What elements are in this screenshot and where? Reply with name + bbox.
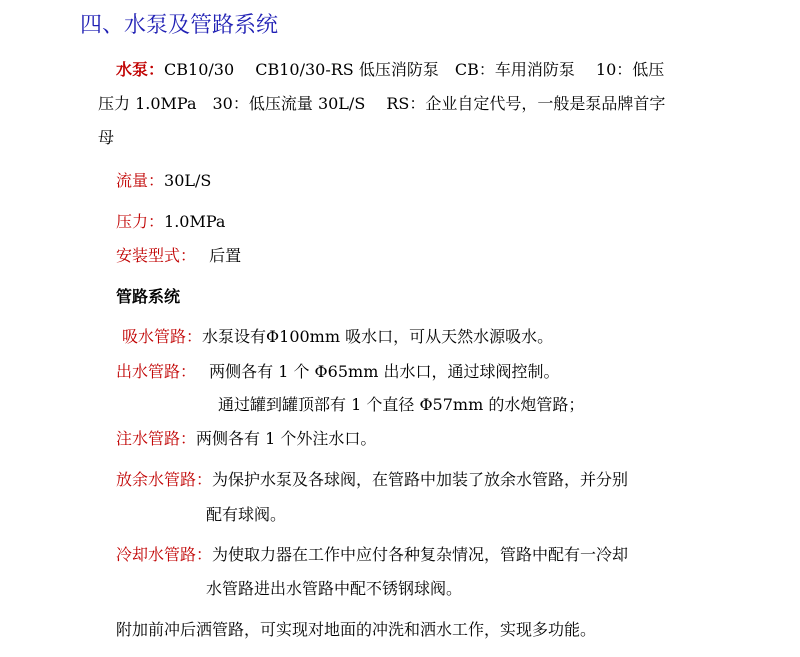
- pipe-heading: 管路系统: [116, 287, 181, 306]
- mount-line: [116, 246, 241, 266]
- cooling-line-1: [116, 545, 628, 565]
- mount-label: 安装型式：: [116, 246, 197, 265]
- outlet-text-1: 两侧各有 1 个 Φ65mm 出水口，通过球阀控制。: [209, 362, 560, 381]
- inject-label: 注水管路：: [116, 429, 197, 448]
- cooling-text-2: 水管路进出水管路中配不锈钢球阀。: [206, 579, 463, 598]
- outlet-label: 出水管路：: [116, 362, 197, 381]
- pump-text-3: 母: [98, 128, 115, 147]
- suction-line: [122, 327, 553, 347]
- pressure-label: 压力：: [116, 212, 165, 231]
- outlet-text-2: 通过罐到罐顶部有 1 个直径 Φ57mm 的水炮管路；: [218, 395, 585, 414]
- inject-line: [116, 429, 376, 449]
- drain-text-1: 为保护水泵及各球阀，在管路中加装了放余水管路，并分别: [212, 470, 629, 489]
- drain-text-2: 配有球阀。: [206, 505, 287, 524]
- page-title: 四、水泵及管路系统: [80, 13, 279, 38]
- suction-text: 水泵设有Φ100mm 吸水口，可从天然水源吸水。: [202, 327, 554, 346]
- flow-label: 流量：: [116, 171, 165, 190]
- pump-text-2: 压力 1.0MPa 30：低压流量 30L/S RS：企业自定代号，一般是泵品牌首字: [98, 94, 666, 113]
- cooling-text-1: 为使取力器在工作中应付各种复杂情况，管路中配有一冷却: [212, 545, 629, 564]
- pump-label: 水泵：: [116, 60, 165, 79]
- suction-label: 吸水管路：: [122, 327, 203, 346]
- flow-value: 30L/S: [164, 171, 212, 190]
- inject-text: 两侧各有 1 个外注水口。: [196, 429, 377, 448]
- drain-label: 放余水管路：: [116, 470, 213, 489]
- outlet-line-1: [116, 362, 559, 382]
- pressure-value: 1.0MPa: [164, 212, 226, 231]
- pressure-line: [116, 212, 225, 232]
- extra-line: 附加前冲后洒管路，可实现对地面的冲洗和洒水工作，实现多功能。: [116, 620, 597, 639]
- pump-text-1: CB10/30 CB10/30-RS 低压消防泵 CB：车用消防泵 10：低压: [164, 60, 665, 79]
- mount-value: 后置: [209, 246, 242, 265]
- drain-line-1: [116, 470, 628, 490]
- pump-line-1: [116, 60, 664, 80]
- cooling-label: 冷却水管路：: [116, 545, 213, 564]
- flow-line: [116, 171, 211, 191]
